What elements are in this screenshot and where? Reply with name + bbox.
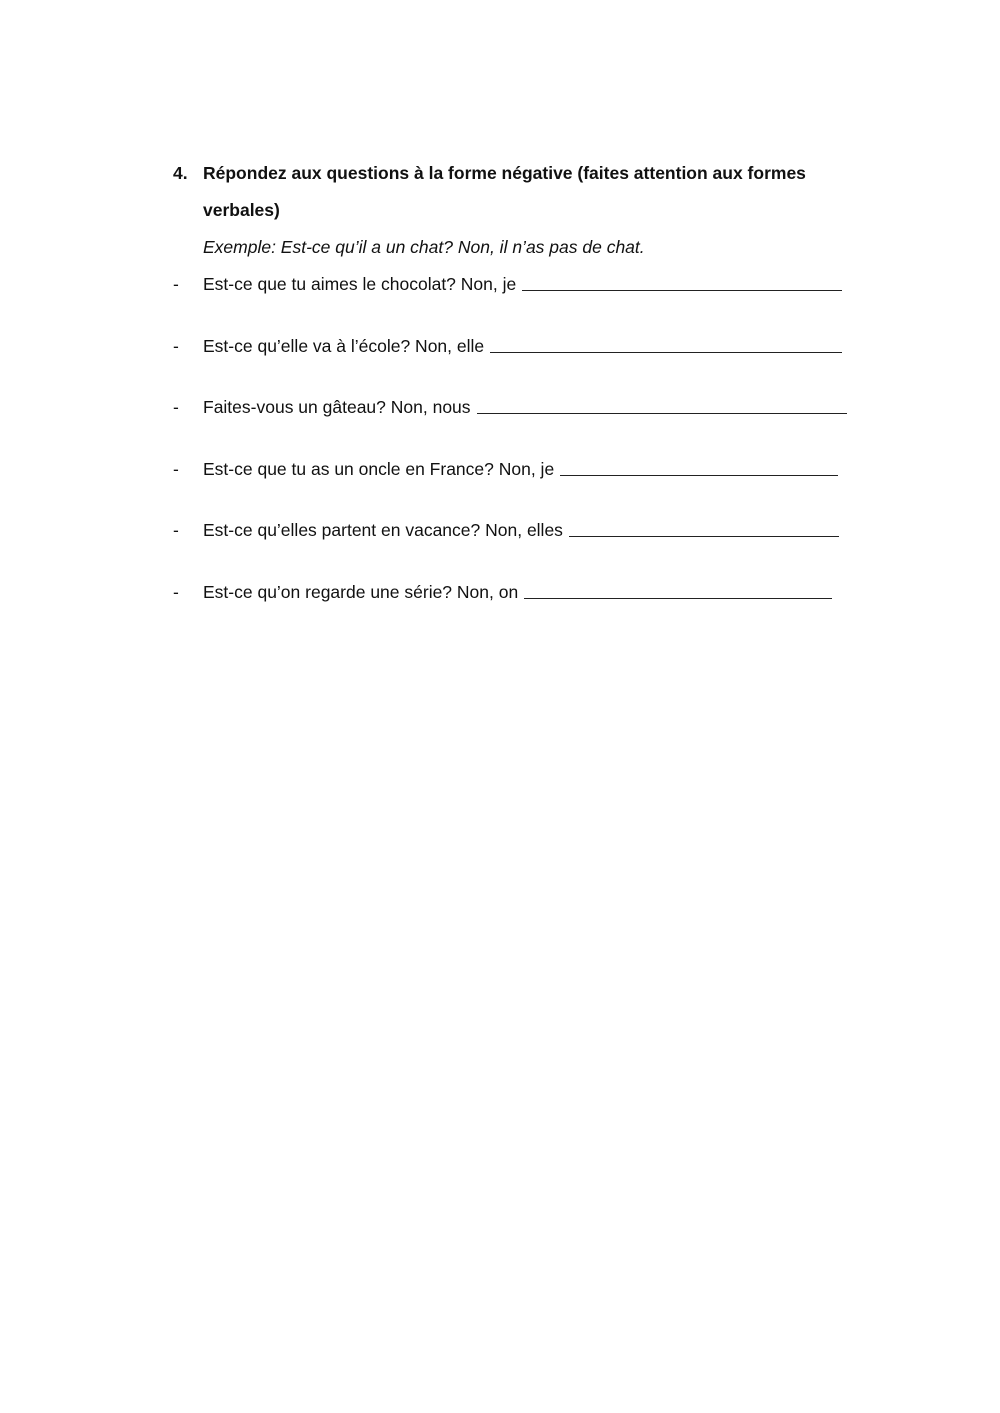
exercise-instruction: Répondez aux questions à la forme négative (faites attention aux formes verbales) bbox=[203, 163, 806, 220]
question-prompt: Faites-vous un gâteau? Non, nous bbox=[203, 397, 471, 417]
answer-blank[interactable] bbox=[477, 413, 847, 414]
question-prompt: Est-ce qu’elles partent en vacance? Non, elles bbox=[203, 520, 563, 540]
list-dash: - bbox=[173, 397, 179, 417]
question-item bbox=[173, 451, 863, 488]
answer-blank[interactable] bbox=[524, 598, 832, 599]
answer-blank[interactable] bbox=[560, 475, 838, 476]
exercise-heading bbox=[173, 155, 863, 229]
question-prompt: Est-ce que tu as un oncle en France? Non, je bbox=[203, 458, 555, 479]
question-item bbox=[173, 574, 863, 611]
question-prompt: Est-ce que tu aimes le chocolat? Non, je bbox=[203, 274, 517, 294]
question-list bbox=[173, 266, 863, 611]
answer-blank[interactable] bbox=[522, 290, 842, 291]
list-dash: - bbox=[173, 458, 179, 479]
list-dash: - bbox=[173, 520, 179, 540]
question-item bbox=[173, 389, 863, 426]
question-prompt: Est-ce qu’on regarde une série? Non, on bbox=[203, 581, 519, 602]
answer-blank[interactable] bbox=[569, 536, 839, 537]
exercise-example: Exemple: Est-ce qu’il a un chat? Non, il n’as pas de chat. bbox=[203, 237, 645, 257]
answer-blank[interactable] bbox=[490, 352, 842, 353]
list-dash: - bbox=[173, 581, 179, 602]
question-item bbox=[173, 328, 863, 365]
list-dash: - bbox=[173, 274, 179, 294]
question-item bbox=[173, 266, 863, 303]
exercise-number: 4. bbox=[173, 163, 188, 183]
exercise-block bbox=[173, 155, 863, 635]
question-prompt: Est-ce qu’elle va à l’école? Non, elle bbox=[203, 335, 485, 356]
question-item bbox=[173, 512, 863, 549]
list-dash: - bbox=[173, 335, 179, 356]
